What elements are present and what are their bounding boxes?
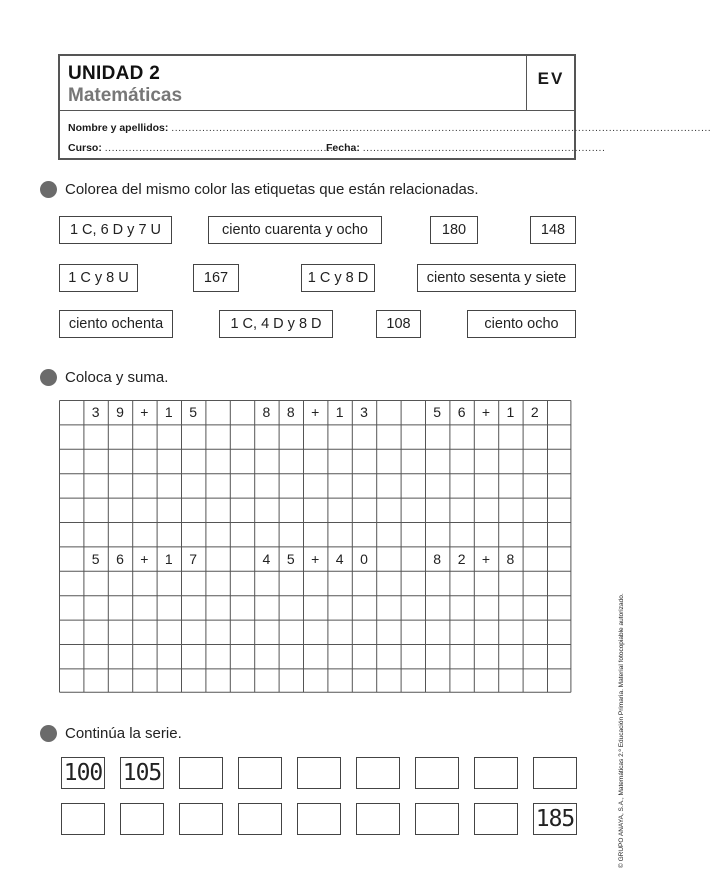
label-card[interactable]: 1 C y 8 U <box>59 264 138 292</box>
course-field[interactable] <box>68 142 334 154</box>
label-card[interactable]: ciento cuarenta y ocho <box>208 216 382 244</box>
label-card[interactable]: ciento sesenta y siete <box>417 264 576 292</box>
label-card[interactable]: 1 C, 6 D y 7 U <box>59 216 172 244</box>
exercise-3-heading <box>40 723 182 743</box>
subject-title: Matemáticas <box>68 85 183 106</box>
unit-title: UNIDAD 2 <box>68 63 161 84</box>
label-card[interactable]: ciento ocho <box>467 310 576 338</box>
series-box[interactable] <box>120 803 164 835</box>
evaluation-code: EV <box>537 69 565 88</box>
bullet-icon <box>40 181 57 198</box>
label-card[interactable]: 148 <box>530 216 576 244</box>
grid-digit: 4 <box>262 550 271 567</box>
grid-digit: 5 <box>433 404 442 421</box>
grid-digit: 5 <box>286 550 295 567</box>
series-box[interactable] <box>179 803 223 835</box>
label-card[interactable]: ciento ochenta <box>59 310 173 338</box>
grid-digit: 3 <box>360 404 368 421</box>
series-box[interactable] <box>356 757 400 789</box>
series-box[interactable] <box>415 803 459 835</box>
exercise-2-title: Coloca y suma. <box>65 368 169 386</box>
grid-digit: 5 <box>189 404 198 421</box>
series-box[interactable] <box>179 757 223 789</box>
grid-digit: + <box>481 404 491 421</box>
bullet-icon <box>40 369 57 386</box>
grid-digit: 5 <box>91 550 100 567</box>
grid-digit: 4 <box>335 550 344 567</box>
grid-digit: 1 <box>335 404 344 421</box>
bullet-icon <box>40 725 57 742</box>
label-card[interactable]: 1 C y 8 D <box>301 264 375 292</box>
series-box[interactable] <box>297 803 341 835</box>
grid-digit: + <box>311 550 320 567</box>
series-box[interactable]: 100 <box>61 757 105 789</box>
exercise-1-title: Colorea del mismo color las etiquetas que están relacionadas. <box>65 180 479 198</box>
label-card[interactable]: 180 <box>430 216 478 244</box>
grid-digit: 8 <box>286 404 295 421</box>
series-box[interactable] <box>474 757 518 789</box>
copyright-notice: © GRUPO ANAYA, S.A., Matemáticas 2.º Educación Primaria. Material fotocopiable autorizado. <box>618 593 625 868</box>
grid-digit: + <box>311 404 320 421</box>
grid-digit: 2 <box>530 404 539 421</box>
series-box[interactable]: 185 <box>533 803 577 835</box>
grid-digit: 1 <box>506 404 515 421</box>
grid-digit: 6 <box>457 404 466 421</box>
grid-digit: 1 <box>164 404 173 421</box>
series-box[interactable] <box>474 803 518 835</box>
grid-digit: 1 <box>164 550 173 567</box>
header-title-band <box>60 56 574 111</box>
series-box[interactable] <box>356 803 400 835</box>
series-box[interactable] <box>297 757 341 789</box>
grid-digit: + <box>140 550 149 567</box>
series-box[interactable] <box>415 757 459 789</box>
grid-digit: 2 <box>457 550 466 567</box>
grid-digit: 8 <box>433 550 442 567</box>
label-card[interactable]: 167 <box>193 264 239 292</box>
series-box[interactable] <box>238 757 282 789</box>
grid-digit: 6 <box>116 550 124 567</box>
name-field[interactable] <box>68 122 711 134</box>
grid-digit: 8 <box>262 404 271 421</box>
grid-digit: 9 <box>116 404 124 421</box>
name-label: Nombre y apellidos: <box>68 122 169 134</box>
label-card[interactable]: 1 C, 4 D y 8 D <box>219 310 333 338</box>
header-divider <box>526 56 527 110</box>
worksheet-header <box>58 54 711 160</box>
series-box[interactable] <box>61 803 105 835</box>
grid-digit: 0 <box>360 550 368 567</box>
exercise-3-title: Continúa la serie. <box>65 724 182 742</box>
grid-digit: + <box>140 404 149 421</box>
date-label: Fecha: <box>326 142 360 154</box>
label-card[interactable]: 108 <box>376 310 421 338</box>
date-dots: ....................................................................... <box>362 142 606 154</box>
series-box[interactable] <box>238 803 282 835</box>
exercise-1-heading <box>40 179 479 199</box>
grid-digit: 3 <box>91 404 100 421</box>
course-dots: ................................................................... <box>104 142 334 154</box>
grid-digit: 8 <box>506 550 515 567</box>
date-field[interactable] <box>326 142 606 154</box>
grid-digit: 7 <box>189 550 198 567</box>
exercise-2-heading <box>40 367 168 387</box>
course-label: Curso: <box>68 142 102 154</box>
series-box[interactable] <box>533 757 577 789</box>
series-box[interactable]: 105 <box>120 757 164 789</box>
grid-digit: + <box>481 550 491 567</box>
name-dots: .............................................................................................................................................................. <box>171 122 711 134</box>
